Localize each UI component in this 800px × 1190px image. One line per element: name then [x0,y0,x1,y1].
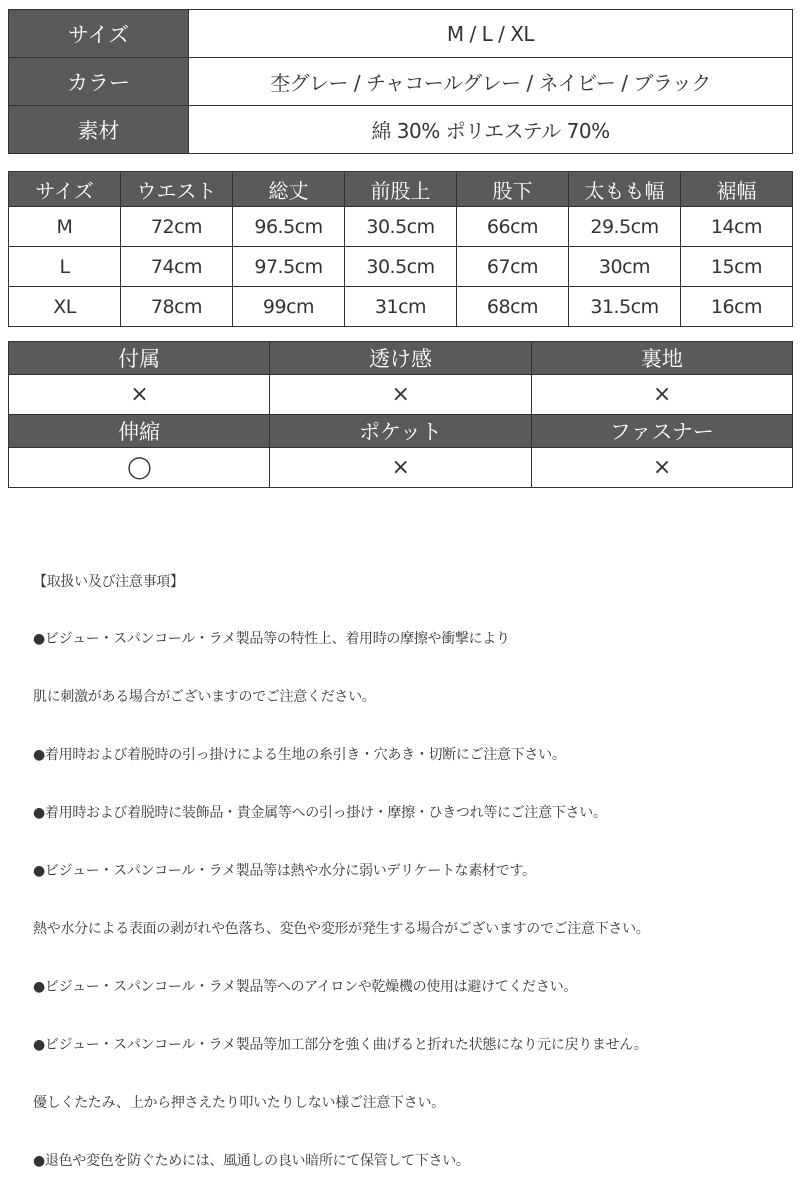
size-chart-row-xl [9,287,793,327]
note-line: ●着用時および着脱時の引っ掛けによる生地の糸引き・穴あき・切断にご注意下さい。 [33,747,566,764]
size-chart-row-m [9,207,793,247]
attribute-header-zipper: ファスナー [531,415,792,448]
material-value: 綿 30% ポリエステル 70% [189,106,793,154]
attribute-value-lining: × [531,375,792,415]
color-value: 杢グレー / チャコールグレー / ネイビー / ブラック [189,58,793,106]
note-line: ●退色や変色を防ぐためには、風通しの良い暗所にて保管して下さい。 [33,1152,470,1169]
note-line: ●ビジュー・スパンコール・ラメ製品等へのアイロンや乾燥機の使用は避けてください。 [33,978,577,995]
table-cell: 66cm [457,207,569,247]
attributes-header-row [9,342,793,375]
table-cell: 68cm [457,287,569,327]
attribute-value-zipper: × [531,448,792,488]
size-chart-header: サイズ [9,172,121,207]
attributes-value-row [9,448,793,488]
attributes-table [8,341,793,488]
attribute-value-accessory: × [9,375,270,415]
table-cell: 31cm [345,287,457,327]
attribute-value-stretch: ◯ [9,448,270,488]
size-value: M / L / XL [189,10,793,58]
table-cell: 30.5cm [345,247,457,287]
size-chart-header: 股下 [457,172,569,207]
table-cell: 74cm [121,247,233,287]
table-cell: 67cm [457,247,569,287]
attribute-value-pocket: × [270,448,531,488]
size-chart-header: ウエスト [121,172,233,207]
table-cell: XL [9,287,121,327]
size-chart-header: 総丈 [233,172,345,207]
attribute-header-accessory: 付属 [9,342,270,375]
color-label: カラー [9,58,189,106]
size-chart-table [8,171,793,327]
color-info-row [9,58,793,106]
table-cell: 97.5cm [233,247,345,287]
size-info-row [9,10,793,58]
size-chart-row-l [9,247,793,287]
table-cell: 29.5cm [569,207,681,247]
attribute-header-pocket: ポケット [270,415,531,448]
table-cell: 31.5cm [569,287,681,327]
notes-heading: 【取扱い及び注意事項】 [33,573,184,590]
size-chart-header-row [9,172,793,207]
table-cell: 72cm [121,207,233,247]
care-notes [33,534,650,1190]
size-chart-header: 裾幅 [681,172,793,207]
note-line: ●ビジュー・スパンコール・ラメ製品等は熱や水分に弱いデリケートな素材です。 [33,863,536,880]
attribute-header-lining: 裏地 [531,342,792,375]
table-cell: L [9,247,121,287]
note-line: 肌に刺激がある場合がございますのでご注意ください。 [33,689,376,706]
attribute-header-stretch: 伸縮 [9,415,270,448]
attributes-header-row [9,415,793,448]
table-cell: 30.5cm [345,207,457,247]
material-label: 素材 [9,106,189,154]
table-cell: 16cm [681,287,793,327]
table-cell: 14cm [681,207,793,247]
material-info-row [9,106,793,154]
size-label: サイズ [9,10,189,58]
table-cell: 30cm [569,247,681,287]
attribute-value-sheerness: × [270,375,531,415]
attributes-value-row [9,375,793,415]
attribute-header-sheerness: 透け感 [270,342,531,375]
note-line: 熱や水分による表面の剥がれや色落ち、変色や変形が発生する場合がございますのでご注意下さい。 [33,920,650,937]
note-line: 優しくたたみ、上から押さえたり叩いたりしない様ご注意下さい。 [33,1094,445,1111]
table-cell: M [9,207,121,247]
table-cell: 78cm [121,287,233,327]
table-cell: 15cm [681,247,793,287]
table-cell: 96.5cm [233,207,345,247]
size-chart-header: 太もも幅 [569,172,681,207]
note-line: ●ビジュー・スパンコール・ラメ製品等加工部分を強く曲げると折れた状態になり元に戻りません。 [33,1036,648,1053]
note-line: ●着用時および着脱時に装飾品・貴金属等への引っ掛け・摩擦・ひきつれ等にご注意下さい。 [33,805,607,822]
table-cell: 99cm [233,287,345,327]
size-chart-header: 前股上 [345,172,457,207]
product-info-table [8,9,793,154]
note-line: ●ビジュー・スパンコール・ラメ製品等の特性上、着用時の摩擦や衝撃により [33,631,510,648]
